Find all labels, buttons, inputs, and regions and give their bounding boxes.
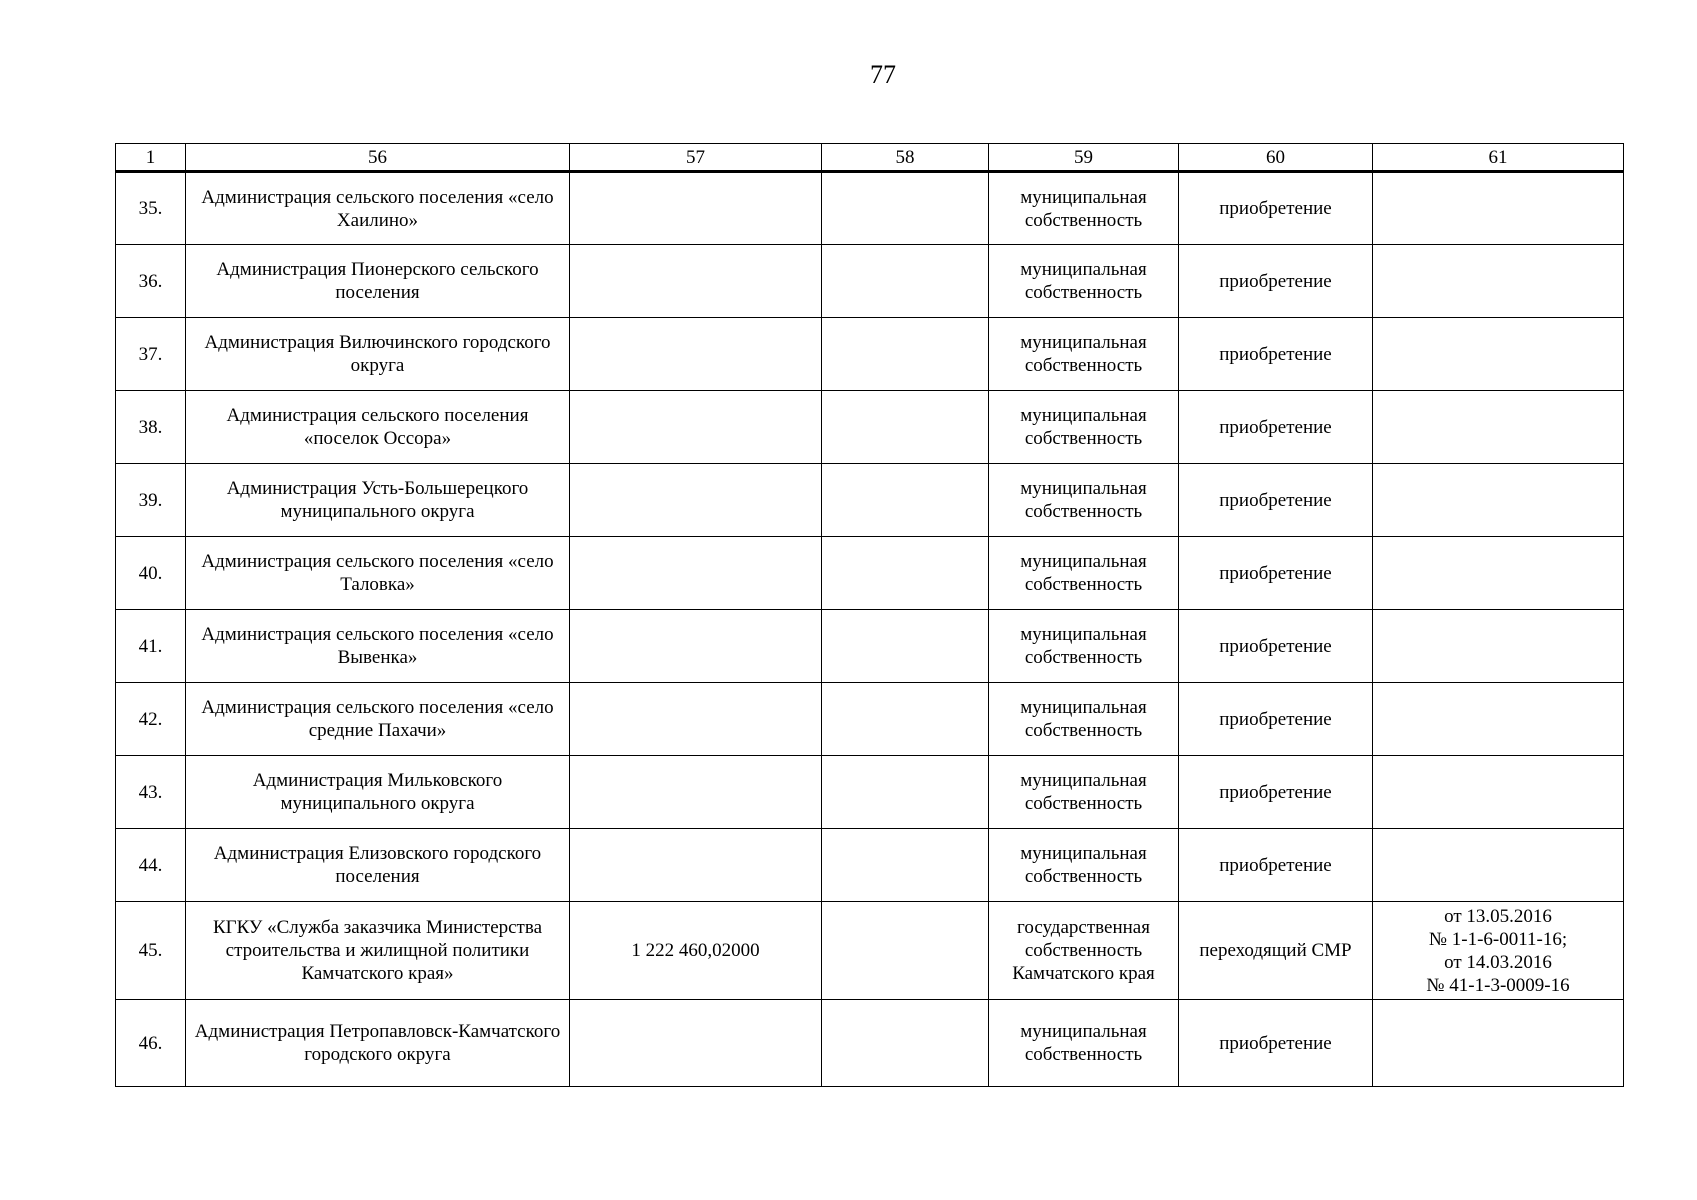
ownership-cell: муниципальная собственность <box>989 391 1179 464</box>
type-cell: приобретение <box>1179 245 1373 318</box>
header-cell-59: 59 <box>989 144 1179 172</box>
reference-cell <box>1373 391 1624 464</box>
organization-cell: Администрация сельского поселения «село средние Пахачи» <box>186 683 570 756</box>
row-number: 37. <box>116 318 186 391</box>
type-cell: приобретение <box>1179 1000 1373 1087</box>
organization-cell: Администрация Усть-Большерецкого муниципального округа <box>186 464 570 537</box>
table-row <box>116 1000 1624 1087</box>
organization-cell: Администрация Елизовского городского поселения <box>186 829 570 902</box>
type-cell: приобретение <box>1179 756 1373 829</box>
table-row <box>116 391 1624 464</box>
reference-cell <box>1373 537 1624 610</box>
col58-cell <box>822 318 989 391</box>
row-number: 36. <box>116 245 186 318</box>
col58-cell <box>822 391 989 464</box>
table-row <box>116 172 1624 245</box>
row-number: 39. <box>116 464 186 537</box>
table-row <box>116 829 1624 902</box>
col58-cell <box>822 829 989 902</box>
amount-cell <box>570 537 822 610</box>
row-number: 46. <box>116 1000 186 1087</box>
organization-cell: Администрация сельского поселения «село Таловка» <box>186 537 570 610</box>
organization-cell: Администрация сельского поселения «село Вывенка» <box>186 610 570 683</box>
organization-cell: Администрация сельского поселения «поселок Оссора» <box>186 391 570 464</box>
table-row <box>116 245 1624 318</box>
type-cell: приобретение <box>1179 391 1373 464</box>
reference-cell <box>1373 756 1624 829</box>
row-number: 44. <box>116 829 186 902</box>
ownership-cell: муниципальная собственность <box>989 756 1179 829</box>
reference-cell <box>1373 683 1624 756</box>
type-cell: приобретение <box>1179 683 1373 756</box>
reference-cell <box>1373 829 1624 902</box>
header-cell-1: 1 <box>116 144 186 172</box>
col58-cell <box>822 464 989 537</box>
header-cell-57: 57 <box>570 144 822 172</box>
type-cell: приобретение <box>1179 537 1373 610</box>
ownership-cell: муниципальная собственность <box>989 537 1179 610</box>
table-row <box>116 464 1624 537</box>
amount-cell <box>570 245 822 318</box>
reference-cell <box>1373 1000 1624 1087</box>
amount-cell <box>570 172 822 245</box>
amount-cell: 1 222 460,02000 <box>570 902 822 1000</box>
type-cell: переходящий СМР <box>1179 902 1373 1000</box>
table-row <box>116 902 1624 1000</box>
col58-cell <box>822 537 989 610</box>
header-cell-58: 58 <box>822 144 989 172</box>
amount-cell <box>570 318 822 391</box>
type-cell: приобретение <box>1179 318 1373 391</box>
amount-cell <box>570 1000 822 1087</box>
amount-cell <box>570 464 822 537</box>
header-cell-56: 56 <box>186 144 570 172</box>
amount-cell <box>570 610 822 683</box>
type-cell: приобретение <box>1179 610 1373 683</box>
table-header-row <box>116 144 1624 172</box>
col58-cell <box>822 245 989 318</box>
table-row <box>116 318 1624 391</box>
table-row <box>116 537 1624 610</box>
amount-cell <box>570 829 822 902</box>
reference-cell <box>1373 245 1624 318</box>
table-row <box>116 683 1624 756</box>
amount-cell <box>570 756 822 829</box>
col58-cell <box>822 1000 989 1087</box>
document-table <box>115 143 1624 1087</box>
type-cell: приобретение <box>1179 172 1373 245</box>
organization-cell: КГКУ «Служба заказчика Министерства строительства и жилищной политики Камчатского края» <box>186 902 570 1000</box>
ownership-cell: муниципальная собственность <box>989 318 1179 391</box>
organization-cell: Администрация Вилючинского городского округа <box>186 318 570 391</box>
ownership-cell: муниципальная собственность <box>989 1000 1179 1087</box>
col58-cell <box>822 756 989 829</box>
row-number: 45. <box>116 902 186 1000</box>
ownership-cell: муниципальная собственность <box>989 683 1179 756</box>
row-number: 40. <box>116 537 186 610</box>
col58-cell <box>822 902 989 1000</box>
table-row <box>116 610 1624 683</box>
page-number: 77 <box>870 60 896 89</box>
row-number: 43. <box>116 756 186 829</box>
amount-cell <box>570 683 822 756</box>
row-number: 38. <box>116 391 186 464</box>
organization-cell: Администрация сельского поселения «село Хаилино» <box>186 172 570 245</box>
col58-cell <box>822 683 989 756</box>
col58-cell <box>822 172 989 245</box>
reference-cell <box>1373 610 1624 683</box>
organization-cell: Администрация Мильковского муниципального округа <box>186 756 570 829</box>
ownership-cell: муниципальная собственность <box>989 829 1179 902</box>
header-cell-60: 60 <box>1179 144 1373 172</box>
row-number: 35. <box>116 172 186 245</box>
ownership-cell: муниципальная собственность <box>989 610 1179 683</box>
ownership-cell: муниципальная собственность <box>989 172 1179 245</box>
ownership-cell: муниципальная собственность <box>989 464 1179 537</box>
reference-cell <box>1373 172 1624 245</box>
organization-cell: Администрация Петропавловск-Камчатского городского округа <box>186 1000 570 1087</box>
col58-cell <box>822 610 989 683</box>
header-cell-61: 61 <box>1373 144 1624 172</box>
ownership-cell: муниципальная собственность <box>989 245 1179 318</box>
row-number: 42. <box>116 683 186 756</box>
ownership-cell: государственная собственность Камчатского края <box>989 902 1179 1000</box>
table-row <box>116 756 1624 829</box>
organization-cell: Администрация Пионерского сельского поселения <box>186 245 570 318</box>
reference-cell <box>1373 318 1624 391</box>
reference-cell <box>1373 464 1624 537</box>
row-number: 41. <box>116 610 186 683</box>
amount-cell <box>570 391 822 464</box>
type-cell: приобретение <box>1179 829 1373 902</box>
type-cell: приобретение <box>1179 464 1373 537</box>
reference-cell: от 13.05.2016 № 1-1-6-0011-16; от 14.03.2016 № 41-1-3-0009-16 <box>1373 902 1624 1000</box>
